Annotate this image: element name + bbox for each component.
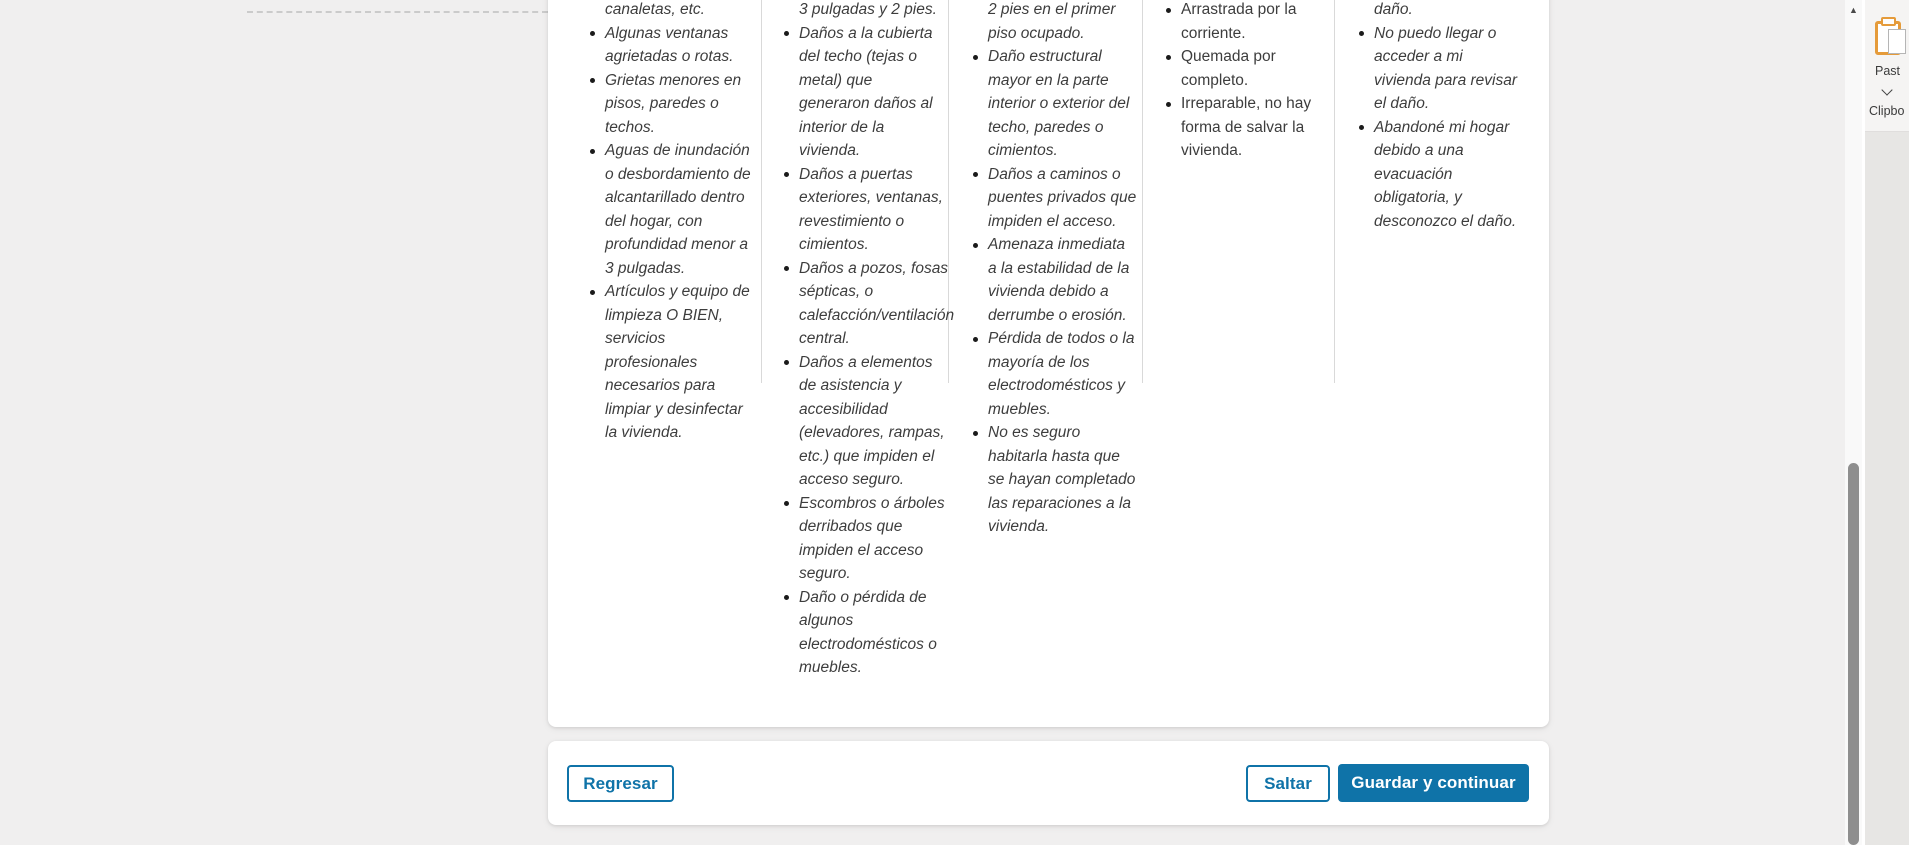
damage-item	[1374, 116, 1517, 234]
damage-line: vivienda para revisar	[1374, 71, 1518, 89]
bullet-icon	[1166, 102, 1171, 107]
bullet-icon	[590, 290, 595, 295]
damage-line: Amenaza inmediata	[988, 236, 1125, 253]
damage-column-moderate-damage	[799, 0, 954, 680]
damage-line: canaletas, etc.	[605, 1, 705, 18]
column-divider	[761, 0, 762, 383]
damage-line: vivienda.	[988, 518, 1050, 535]
column-divider	[1334, 0, 1335, 383]
damage-item	[799, 492, 954, 586]
damage-line: Abandoné mi hogar	[1374, 118, 1510, 136]
damage-line: Aguas de inundación	[605, 142, 750, 159]
damage-line: Artículos y equipo de	[605, 283, 750, 300]
scroll-up-arrow-icon[interactable]: ▲	[1849, 5, 1858, 15]
bullet-icon	[590, 31, 595, 36]
damage-item	[799, 351, 954, 492]
damage-item	[988, 0, 1136, 45]
damage-column-destroyed	[1181, 0, 1311, 163]
damage-item	[1374, 22, 1517, 116]
damage-line: electrodomésticos y	[988, 377, 1125, 394]
damage-line: exteriores, ventanas,	[799, 189, 943, 206]
damage-line: generaron daños al	[799, 95, 933, 112]
damage-line: forma de salvar la	[1181, 118, 1305, 136]
damage-line: servicios	[605, 330, 666, 347]
damage-item	[799, 163, 954, 257]
damage-line: corriente.	[1181, 24, 1246, 42]
damage-line: agrietadas o rotas.	[605, 48, 734, 65]
damage-line: sépticas, o	[799, 283, 874, 300]
damage-item	[988, 327, 1136, 421]
form-navigation-card	[548, 741, 1549, 825]
damage-line: cimientos.	[988, 142, 1058, 159]
damage-line: acceder a mi	[1374, 48, 1463, 65]
browser-scrollbar[interactable]	[1845, 0, 1862, 845]
damage-line: etc.) que impiden el	[799, 447, 935, 465]
damage-line: derribados que	[799, 518, 903, 535]
damage-item	[1374, 0, 1517, 22]
damage-line: las reparaciones a la	[988, 494, 1132, 512]
bullet-icon	[784, 595, 789, 600]
damage-item	[799, 257, 954, 351]
bullet-icon	[973, 337, 978, 342]
bullet-icon	[973, 431, 978, 436]
damage-line: debido a una	[1374, 142, 1464, 159]
damage-item	[1181, 0, 1311, 45]
damage-line: metal) que	[799, 71, 873, 89]
scrollbar-thumb[interactable]	[1848, 463, 1859, 845]
skip-button[interactable]: Saltar	[1246, 765, 1330, 802]
damage-line: puentes privados que	[988, 189, 1137, 206]
bullet-icon	[784, 360, 789, 365]
bullet-icon	[784, 172, 789, 177]
damage-line: de asistencia y	[799, 377, 902, 394]
bullet-icon	[784, 266, 789, 271]
damage-line: (elevadores, rampas,	[799, 424, 945, 441]
damage-line: Pérdida de todos o la	[988, 330, 1135, 347]
damage-line: 3 pulgadas y 2 pies.	[799, 1, 937, 18]
damage-line: el daño.	[1374, 95, 1430, 112]
damage-line: Irreparable, no hay	[1181, 95, 1312, 112]
damage-line: profundidad menor a	[605, 236, 749, 253]
damage-line: central.	[799, 330, 850, 347]
damage-item	[799, 0, 954, 22]
bullet-icon	[590, 78, 595, 83]
save-continue-button[interactable]: Guardar y continuar	[1338, 764, 1529, 802]
damage-line: completo.	[1181, 71, 1249, 89]
damage-line: 2 pies en el primer	[988, 1, 1116, 18]
paste-button[interactable]	[1865, 12, 1909, 102]
clipboard-group-label: Clipbo	[1869, 104, 1905, 118]
damage-line: electrodomésticos o	[799, 635, 937, 653]
damage-item	[988, 233, 1136, 327]
damage-line: revestimiento o	[799, 212, 905, 230]
damage-line: algunos	[799, 612, 854, 629]
damage-line: limpieza O BIEN,	[605, 306, 724, 324]
damage-line: Escombros o árboles	[799, 494, 945, 512]
dashed-separator-line	[247, 11, 548, 13]
damage-item	[988, 45, 1136, 163]
ribbon-clipboard-group	[1865, 0, 1909, 132]
column-divider	[1142, 0, 1143, 383]
office-clipboard-panel	[1865, 0, 1909, 845]
damage-line: impiden el acceso.	[988, 212, 1117, 230]
damage-line: calefacción/ventilación	[799, 306, 955, 324]
damage-line: derrumbe o erosión.	[988, 306, 1127, 324]
damage-line: pisos, paredes o	[605, 95, 719, 112]
damage-line: seguro.	[799, 565, 851, 582]
damage-line: interior o exterior del	[988, 95, 1130, 112]
damage-line: mayoría de los	[988, 353, 1090, 371]
damage-line: limpiar y desinfectar	[605, 400, 743, 418]
damage-line: techo, paredes o	[988, 118, 1104, 136]
damage-line: la vivienda.	[605, 424, 683, 441]
damage-item	[1181, 92, 1311, 163]
damage-line: Daño estructural	[988, 48, 1102, 65]
bullet-icon	[590, 149, 595, 154]
bullet-icon	[784, 31, 789, 36]
damage-line: del hogar, con	[605, 212, 703, 230]
damage-line: Daños a pozos, fosas	[799, 259, 949, 277]
bullet-icon	[973, 172, 978, 177]
damage-item	[605, 139, 751, 280]
bullet-icon	[1359, 125, 1364, 130]
clipboard-paste-icon	[1875, 17, 1908, 60]
damage-line: impiden el acceso	[799, 541, 924, 559]
damage-line: muebles.	[799, 659, 862, 676]
damage-line: del techo (tejas o	[799, 48, 918, 65]
damage-line: acceso seguro.	[799, 471, 905, 488]
chevron-down-icon[interactable]	[1881, 84, 1892, 95]
bullet-icon	[973, 55, 978, 60]
damage-line: desconozco el daño.	[1374, 212, 1517, 230]
bullet-icon	[1359, 31, 1364, 36]
damage-line: o desbordamiento de	[605, 165, 751, 183]
bullet-icon	[1166, 8, 1171, 13]
bullet-icon	[784, 501, 789, 506]
damage-item	[605, 0, 751, 22]
damage-line: daño.	[1374, 1, 1413, 18]
damage-line: No es seguro	[988, 424, 1081, 441]
bullet-icon	[973, 243, 978, 248]
damage-column-major-damage	[988, 0, 1136, 539]
damage-line: Grietas menores en	[605, 71, 742, 89]
damage-line: Algunas ventanas	[605, 24, 729, 42]
damage-line: Arrastrada por la	[1181, 1, 1297, 18]
bullet-icon	[1166, 55, 1171, 60]
damage-line: necesarios para	[605, 377, 716, 394]
damage-line: Daños a la cubierta	[799, 24, 933, 42]
damage-line: profesionales	[605, 353, 698, 371]
damage-line: interior de la	[799, 118, 885, 136]
damage-line: Daño o pérdida de	[799, 588, 927, 606]
damage-item	[605, 280, 751, 445]
damage-line: se hayan completado	[988, 471, 1136, 488]
damage-line: evacuación	[1374, 165, 1453, 183]
damage-line: Daños a caminos o	[988, 165, 1121, 183]
damage-line: Daños a elementos	[799, 353, 933, 371]
damage-item	[605, 69, 751, 140]
damage-line: Daños a puertas	[799, 165, 913, 183]
damage-item	[1181, 45, 1311, 92]
damage-column-unknown-damage	[1374, 0, 1517, 233]
damage-item	[799, 586, 954, 680]
damage-line: a la estabilidad de la	[988, 259, 1130, 277]
damage-line: vivienda.	[1181, 142, 1243, 159]
damage-column-minor-damage	[605, 0, 751, 445]
damage-line: mayor en la parte	[988, 71, 1109, 89]
paste-button-label: Past	[1875, 64, 1901, 78]
damage-line: muebles.	[988, 400, 1051, 418]
damage-line: piso ocupado.	[988, 24, 1085, 42]
damage-line: accesibilidad	[799, 400, 888, 418]
damage-line: obligatoria, y	[1374, 189, 1462, 206]
damage-line: vivienda.	[799, 142, 861, 159]
damage-line: Quemada por	[1181, 48, 1276, 65]
back-button[interactable]: Regresar	[567, 765, 674, 802]
damage-item	[605, 22, 751, 69]
damage-item	[988, 421, 1136, 539]
damage-line: No puedo llegar o	[1374, 24, 1497, 42]
damage-line: 3 pulgadas.	[605, 259, 686, 277]
damage-line: alcantarillado dentro	[605, 189, 745, 206]
damage-line: cimientos.	[799, 236, 869, 253]
damage-item	[988, 163, 1136, 234]
damage-line: habitarla hasta que	[988, 447, 1120, 465]
damage-line: techos.	[605, 118, 655, 136]
damage-item	[799, 22, 954, 163]
damage-line: vivienda debido a	[988, 283, 1109, 300]
